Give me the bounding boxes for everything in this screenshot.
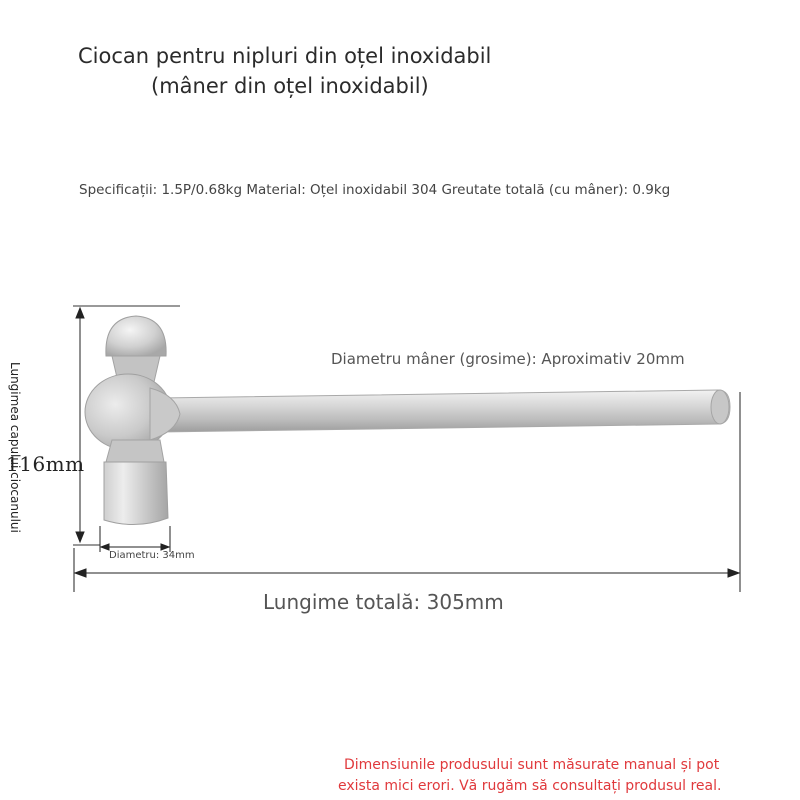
disclaimer-line-2: exista mici erori. Vă rugăm să consultați produsul real. (338, 778, 722, 794)
head-length-label: Lungimea capului ciocanului (8, 362, 22, 533)
total-length-label: Lungime totală: 305mm (263, 590, 504, 614)
hammer-head (85, 316, 180, 525)
head-length-value: 116mm (6, 452, 85, 476)
specifications-text: Specificații: 1.5P/0.68kg Material: Oțel inoxidabil 304 Greutate totală (cu mâner): 0.9kg (79, 182, 671, 198)
head-diameter-label: Diametru: 34mm (109, 550, 195, 561)
handle-diameter-label: Diametru mâner (grosime): Aproximativ 20mm (331, 350, 685, 368)
disclaimer-line-1: Dimensiunile produsului sunt măsurate manual și pot (344, 757, 720, 773)
head-diameter-dimension-line (100, 526, 170, 552)
product-subtitle: (mâner din oțel inoxidabil) (151, 74, 429, 98)
hammer-handle (160, 390, 730, 432)
product-title: Ciocan pentru nipluri din oțel inoxidabil (78, 44, 492, 68)
